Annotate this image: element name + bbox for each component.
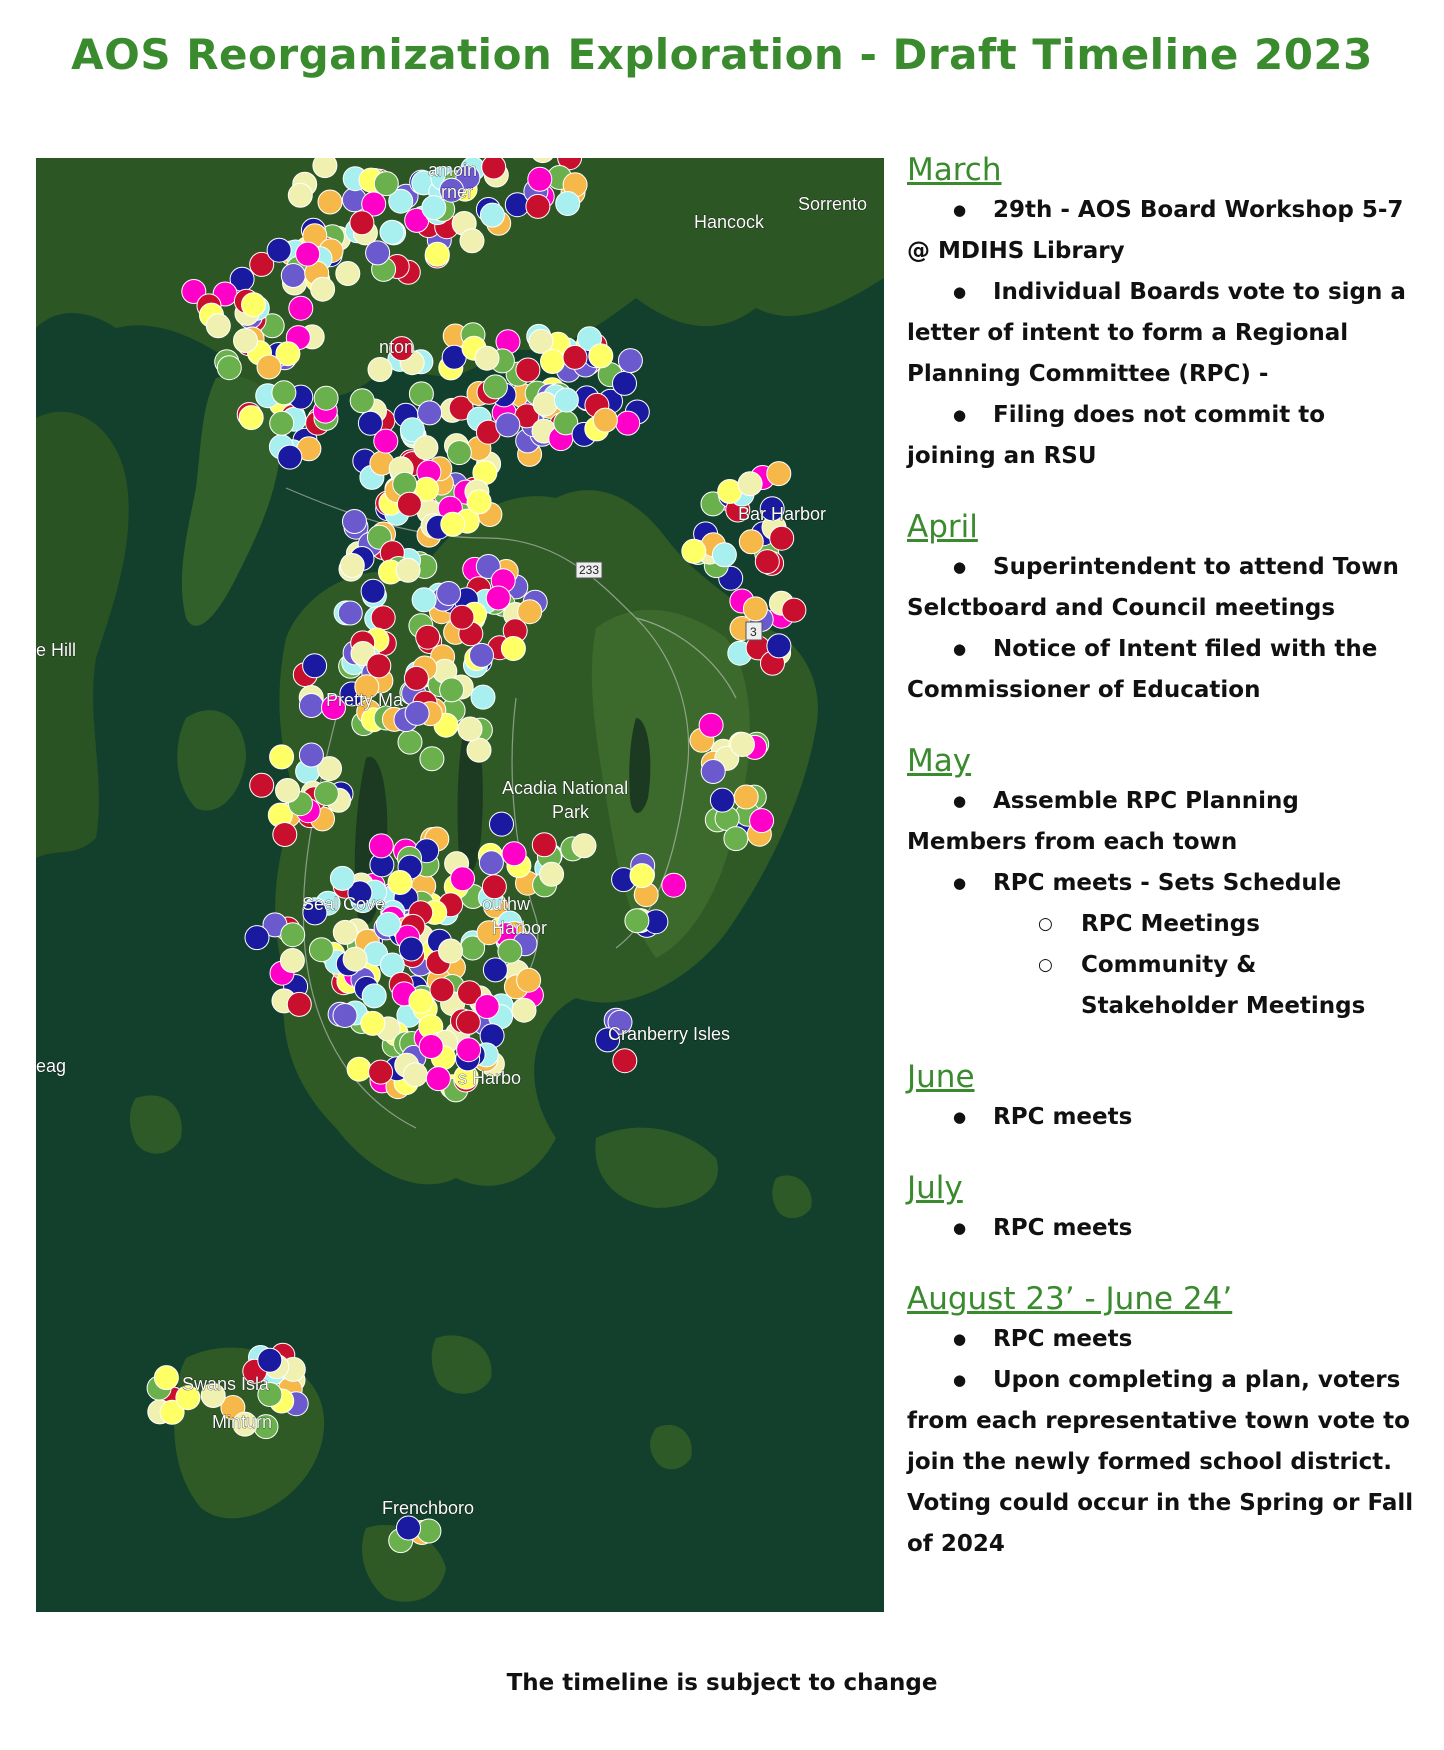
map-marker[interactable]: [270, 411, 294, 435]
map-marker[interactable]: [414, 436, 438, 460]
place-label: outhw: [482, 894, 531, 914]
map-marker[interactable]: [456, 1010, 480, 1034]
map-marker[interactable]: [340, 554, 364, 578]
map-marker[interactable]: [397, 492, 421, 516]
map-marker[interactable]: [613, 1049, 637, 1073]
map-marker[interactable]: [376, 912, 400, 936]
page-title: AOS Reorganization Exploration - Draft Timeline 2023: [71, 30, 1373, 79]
map-marker[interactable]: [556, 192, 580, 216]
map-marker[interactable]: [380, 220, 404, 244]
map-marker[interactable]: [350, 389, 374, 413]
map-marker[interactable]: [486, 586, 510, 610]
map-marker[interactable]: [743, 597, 767, 621]
map-marker[interactable]: [528, 167, 552, 191]
map-marker[interactable]: [589, 344, 613, 368]
place-label: amoin: [428, 160, 478, 180]
map-marker[interactable]: [498, 939, 522, 963]
map-marker[interactable]: [276, 779, 300, 803]
month-heading: August 23’ - June 24’: [907, 1281, 1233, 1317]
map-marker[interactable]: [343, 510, 367, 534]
map-marker[interactable]: [710, 788, 734, 812]
place-label: nton: [379, 337, 415, 357]
map-marker[interactable]: [250, 773, 274, 797]
map-marker[interactable]: [475, 346, 499, 370]
map-marker[interactable]: [403, 1063, 427, 1087]
place-label: Seal Cove: [302, 894, 386, 914]
map-marker[interactable]: [273, 823, 297, 847]
map-marker[interactable]: [750, 809, 774, 833]
map-marker[interactable]: [336, 262, 360, 286]
map-marker[interactable]: [483, 375, 507, 399]
map-marker[interactable]: [593, 408, 617, 432]
map-marker[interactable]: [458, 717, 482, 741]
timeline-item: ● Notice of Intent filed with the Commissioner of Education: [907, 629, 1417, 711]
month-heading: June: [907, 1059, 975, 1095]
map-marker[interactable]: [314, 386, 338, 410]
map-marker[interactable]: [517, 968, 541, 992]
map-marker[interactable]: [767, 634, 791, 658]
map-marker[interactable]: [625, 909, 649, 933]
map-marker[interactable]: [361, 579, 385, 603]
map-marker[interactable]: [318, 190, 342, 214]
map-marker[interactable]: [502, 842, 526, 866]
map-marker[interactable]: [460, 229, 484, 253]
map-marker[interactable]: [311, 277, 335, 301]
map-marker[interactable]: [369, 834, 393, 858]
map-marker[interactable]: [270, 745, 294, 769]
satellite-map[interactable]: [36, 158, 884, 1612]
map-marker[interactable]: [738, 472, 762, 496]
map-marker[interactable]: [396, 558, 420, 582]
timeline-list: [907, 150, 1417, 1565]
place-label: Acadia National: [502, 778, 629, 798]
map-marker[interactable]: [242, 293, 266, 317]
timeline-item: ● Filing does not commit to joining an RSU: [907, 395, 1417, 477]
map-marker[interactable]: [234, 329, 258, 353]
map-marker[interactable]: [426, 1067, 450, 1091]
map-marker[interactable]: [430, 978, 454, 1002]
map-marker[interactable]: [399, 937, 423, 961]
map-marker[interactable]: [299, 743, 323, 767]
map-marker[interactable]: [572, 834, 596, 858]
map-marker[interactable]: [281, 264, 305, 288]
map-marker[interactable]: [217, 356, 241, 380]
map-marker[interactable]: [350, 211, 374, 235]
map-marker[interactable]: [303, 654, 327, 678]
map-marker[interactable]: [767, 462, 791, 486]
map-marker[interactable]: [512, 998, 536, 1022]
timeline-item: ● RPC meets - Sets Schedule: [907, 863, 1417, 904]
map-marker[interactable]: [782, 598, 806, 622]
map-marker[interactable]: [338, 601, 362, 625]
map-marker[interactable]: [437, 582, 461, 606]
map-marker[interactable]: [467, 490, 491, 514]
timeline-item: ● Upon completing a plan, voters from each representative town vote to join the newly formed school district. Voting could occur in the Spring or Fall of 2024: [907, 1360, 1417, 1565]
map-marker[interactable]: [425, 242, 449, 266]
month-heading: May: [907, 743, 972, 779]
map-marker[interactable]: [366, 241, 390, 265]
map-marker[interactable]: [701, 760, 725, 784]
map-marker[interactable]: [554, 388, 578, 412]
map-marker[interactable]: [447, 441, 471, 465]
map-marker[interactable]: [330, 866, 354, 890]
map-marker[interactable]: [616, 411, 640, 435]
map-marker[interactable]: [533, 392, 557, 416]
map-marker[interactable]: [299, 694, 323, 718]
map-marker[interactable]: [439, 939, 463, 963]
map-marker[interactable]: [388, 871, 412, 895]
map-marker[interactable]: [239, 406, 263, 430]
month-heading: July: [907, 1170, 963, 1206]
map-marker[interactable]: [374, 429, 398, 453]
map-marker[interactable]: [289, 296, 313, 320]
map-marker[interactable]: [540, 862, 564, 886]
place-label: e Hill: [36, 640, 77, 660]
footer-note: The timeline is subject to change: [506, 1670, 938, 1696]
map-marker[interactable]: [409, 989, 433, 1013]
place-label: s Harbo: [458, 1068, 522, 1088]
map-marker[interactable]: [490, 812, 514, 836]
map-marker[interactable]: [420, 747, 444, 771]
map-marker[interactable]: [613, 371, 637, 395]
map-marker[interactable]: [734, 785, 758, 809]
map-marker[interactable]: [258, 1348, 282, 1372]
month-heading: March: [907, 152, 1002, 188]
map-marker[interactable]: [368, 358, 392, 382]
place-label: Cranberry Isles: [608, 1024, 731, 1044]
map-marker[interactable]: [416, 625, 440, 649]
map-marker[interactable]: [662, 873, 686, 897]
map-marker[interactable]: [347, 1057, 371, 1081]
map-marker[interactable]: [532, 833, 556, 857]
map-marker[interactable]: [501, 637, 525, 661]
timeline-item: ● RPC meets: [907, 1319, 1417, 1360]
map-marker[interactable]: [479, 851, 503, 875]
map-marker[interactable]: [281, 923, 305, 947]
timeline-item: ● Individual Boards vote to sign a letter of intent to form a Regional Planning Committee (RPC) -: [907, 272, 1417, 395]
map-marker[interactable]: [440, 678, 464, 702]
map-marker[interactable]: [206, 314, 230, 338]
timeline-subitem: ○ RPC Meetings: [907, 904, 1417, 945]
place-label: Swans Isla: [182, 1374, 270, 1394]
timeline-item: ● Assemble RPC Planning Members from each town: [907, 781, 1417, 863]
map-marker[interactable]: [618, 349, 642, 373]
timeline-item: ● RPC meets: [907, 1097, 1417, 1138]
map-marker[interactable]: [361, 1011, 385, 1035]
map-marker[interactable]: [731, 733, 755, 757]
map-marker[interactable]: [245, 926, 269, 950]
map-marker[interactable]: [362, 984, 386, 1008]
map-marker[interactable]: [405, 701, 429, 725]
map-marker[interactable]: [257, 355, 281, 379]
map-marker[interactable]: [480, 203, 504, 227]
map-marker[interactable]: [309, 938, 333, 962]
place-label: eag: [36, 1056, 67, 1076]
map-marker[interactable]: [374, 172, 398, 196]
place-label: Minturn: [212, 1412, 273, 1432]
map-marker[interactable]: [467, 738, 491, 762]
map-marker[interactable]: [287, 992, 311, 1016]
map-marker[interactable]: [516, 358, 540, 382]
map-marker[interactable]: [450, 605, 474, 629]
map-marker[interactable]: [333, 920, 357, 944]
map-marker[interactable]: [397, 1516, 421, 1540]
map-marker[interactable]: [267, 238, 291, 262]
map-marker[interactable]: [755, 550, 779, 574]
map-marker[interactable]: [314, 782, 338, 806]
timeline-item: ● 29th - AOS Board Workshop 5-7 @ MDIHS Library: [907, 190, 1417, 272]
map-marker[interactable]: [333, 1004, 357, 1028]
map-marker[interactable]: [419, 1035, 443, 1059]
place-label: Hancock: [694, 212, 765, 232]
timeline-subitem: ○ Community & Stakeholder Meetings: [907, 945, 1417, 1027]
map-marker[interactable]: [371, 606, 395, 630]
map-marker[interactable]: [724, 827, 748, 851]
map-marker[interactable]: [296, 242, 320, 266]
map-marker[interactable]: [712, 543, 736, 567]
month-heading: April: [907, 509, 978, 545]
place-label: Harbor: [492, 918, 548, 938]
map-marker[interactable]: [154, 1366, 178, 1390]
map-marker[interactable]: [541, 350, 565, 374]
map-marker[interactable]: [682, 539, 706, 563]
road-shield: 233: [579, 563, 600, 577]
map-marker[interactable]: [518, 600, 542, 624]
road-shield: 3: [750, 625, 757, 639]
map-marker[interactable]: [398, 730, 422, 754]
map-marker[interactable]: [313, 158, 337, 178]
map-marker[interactable]: [470, 643, 494, 667]
place-label: Park: [552, 802, 590, 822]
map-marker[interactable]: [404, 666, 428, 690]
place-label: Frenchboro: [382, 1498, 475, 1518]
map-marker[interactable]: [699, 713, 723, 737]
map-marker[interactable]: [471, 685, 495, 709]
map-marker[interactable]: [739, 530, 763, 554]
map-marker[interactable]: [457, 1038, 481, 1062]
map-marker[interactable]: [475, 995, 499, 1019]
place-label: Bar Harbor: [738, 504, 827, 524]
map-marker[interactable]: [280, 949, 304, 973]
map-marker[interactable]: [367, 654, 391, 678]
map-marker[interactable]: [496, 413, 520, 437]
place-label: Sorrento: [798, 194, 868, 214]
timeline-item: ● Superintendent to attend Town Selctboard and Council meetings: [907, 547, 1417, 629]
map-marker[interactable]: [272, 381, 296, 405]
map-marker[interactable]: [441, 512, 465, 536]
map-marker[interactable]: [278, 445, 302, 469]
map-marker[interactable]: [288, 183, 312, 207]
place-label: rner: [441, 182, 474, 202]
map-marker[interactable]: [343, 947, 367, 971]
map-marker[interactable]: [770, 526, 794, 550]
map-marker[interactable]: [412, 588, 436, 612]
place-label: Pretty Ma: [326, 690, 404, 710]
timeline-item: ● RPC meets: [907, 1208, 1417, 1249]
map-marker[interactable]: [482, 158, 506, 179]
map-marker[interactable]: [369, 1060, 393, 1084]
map-marker[interactable]: [451, 867, 475, 891]
map-marker[interactable]: [630, 864, 654, 888]
map-marker[interactable]: [526, 194, 550, 218]
map-canvas: [36, 158, 884, 1612]
